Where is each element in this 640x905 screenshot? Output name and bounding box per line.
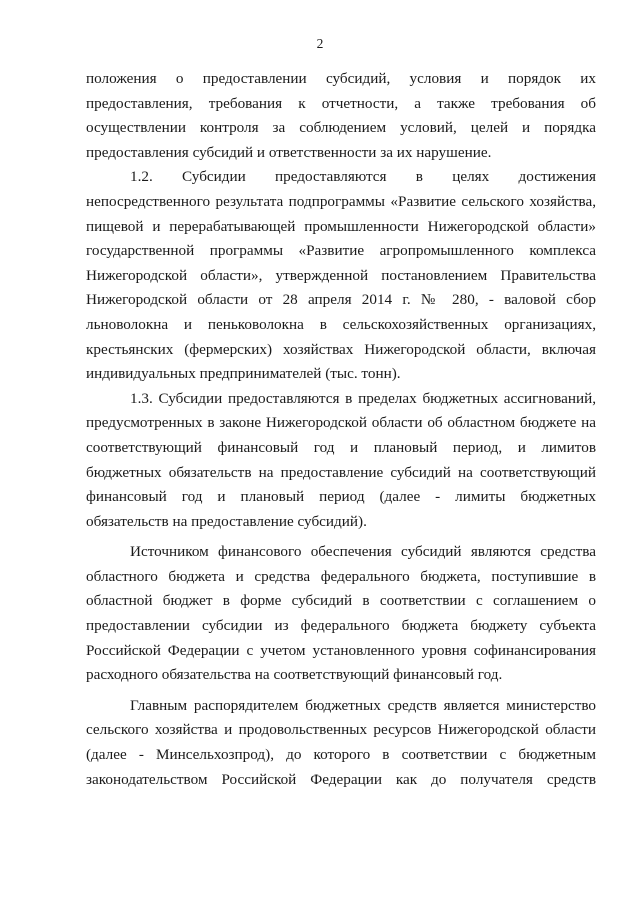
text-line: обязательств на предоставление субсидий). xyxy=(86,512,367,530)
document-body xyxy=(86,67,596,792)
text-line: областного бюджета и средства федерального бюджета, поступившие в xyxy=(86,567,596,585)
text-line: сельского хозяйства и продовольственных ресурсов Нижегородской области xyxy=(86,721,596,739)
text-line: положения о предоставлении субсидий, условия и порядок их xyxy=(86,70,596,87)
text-line: 1.3. Субсидии предоставляются в пределах бюджетных ассигнований, xyxy=(130,389,596,407)
text-line: Источником финансового обеспечения субсидий являются средства xyxy=(130,543,596,561)
text-line: государственной программы «Развитие агропромышленного комплекса xyxy=(86,242,596,260)
paragraph-1-3 xyxy=(86,387,596,535)
text-line: пищевой и перерабатывающей промышленности Нижегородской области» xyxy=(86,217,596,235)
paragraph-1-2 xyxy=(86,165,596,386)
text-line: предоставления, требования к отчетности, а также требования об xyxy=(86,94,596,112)
text-line: льноволокна и пеньковолокна в сельскохозяйственных организациях, xyxy=(86,315,596,333)
text-line: предусмотренных в законе Нижегородской области об областном бюджете на xyxy=(86,414,596,432)
text-line: расходного обязательства на соответствующий финансовый год. xyxy=(86,666,503,684)
text-line: соответствующий финансовый год и плановый период, и лимитов xyxy=(86,438,596,456)
text-line: Нижегородской области от 28 апреля 2014 г. № 280, - валовой сбор xyxy=(86,291,596,309)
text-line: Российской Федерации с учетом установленного уровня софинансирования xyxy=(86,641,596,659)
text-line: областной бюджет в форме субсидий в соответствии с соглашением о xyxy=(86,592,596,610)
text-line: осуществлении контроля за соблюдением условий, целей и порядка xyxy=(86,119,596,137)
text-line: непосредственного результата подпрограммы «Развитие сельского хозяйства, xyxy=(86,192,596,210)
text-line: предоставления субсидий и ответственности за их нарушение. xyxy=(86,143,492,161)
text-line: (далее - Минсельхозпрод), до которого в соответствии с бюджетным xyxy=(86,746,596,764)
text-line: Главным распорядителем бюджетных средств является министерство xyxy=(130,696,596,714)
text-line: предоставлении субсидии из федерального бюджета бюджету субъекта xyxy=(86,617,596,635)
text-line: 1.2. Субсидии предоставляются в целях достижения xyxy=(130,168,596,186)
text-line: индивидуальных предпринимателей (тыс. тонн). xyxy=(86,365,401,383)
paragraph-budget-manager xyxy=(86,694,596,792)
text-line: крестьянских (фермерских) хозяйствах Нижегородской области, включая xyxy=(86,340,596,358)
text-line: Нижегородской области», утвержденной постановлением Правительства xyxy=(86,266,596,284)
paragraph-1 xyxy=(86,67,596,165)
page-number: 2 xyxy=(316,36,324,51)
text-line: бюджетных обязательств на предоставление субсидий на соответствующий xyxy=(86,463,596,481)
paragraph-funding-source xyxy=(86,540,596,688)
text-line: финансовый год и плановый период (далее - лимиты бюджетных xyxy=(86,488,596,506)
text-line: законодательством Российской Федерации как до получателя средств xyxy=(86,770,596,788)
